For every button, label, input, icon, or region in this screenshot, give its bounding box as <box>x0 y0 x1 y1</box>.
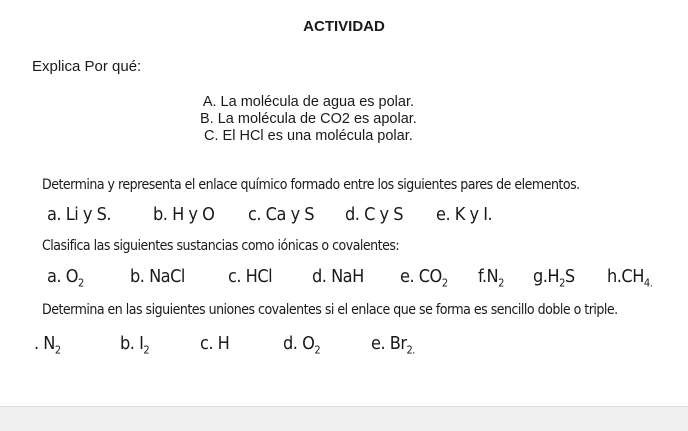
section3-instruction: Determina en las siguientes uniones covalentes si el enlace que se forma es sencillo doble o triple. <box>42 302 618 318</box>
question-a: A. La molécula de agua es polar. <box>202 94 415 110</box>
list-item: d. NaH <box>312 266 364 287</box>
list-item: c. Ca y S <box>248 204 315 225</box>
question-c: C. El HCl es una molécula polar. <box>204 128 413 144</box>
question-b: B. La molécula de CO2 es apolar. <box>200 111 417 127</box>
section1-instruction: Determina y representa el enlace químico formado entre los siguientes pares de elementos. <box>42 177 580 193</box>
list-item: b. NaCl <box>130 266 185 287</box>
question-list <box>200 94 417 145</box>
list-item: $h.CH_{4.}$ <box>607 266 653 290</box>
activity-title: ACTIVIDAD <box>303 18 385 35</box>
section2-instruction: Clasifica las siguientes sustancias como iónicas o covalentes: <box>42 238 400 254</box>
page-footer-bar <box>0 406 688 431</box>
list-item: e. $CO_2$ <box>400 266 448 290</box>
explain-prompt: Explica Por qué: <box>32 58 142 75</box>
section2-items <box>0 266 688 292</box>
section1-items <box>0 204 688 228</box>
list-item: e. $Br_{2.}$ <box>371 333 415 357</box>
list-item: a. Li y S. <box>47 204 112 225</box>
list-item: . $N_2$ <box>34 333 61 357</box>
list-item: a. $O_2$ <box>47 266 84 290</box>
list-item: b. H y O <box>153 204 215 225</box>
section3-items <box>0 333 688 359</box>
list-item: c. H <box>200 333 230 354</box>
list-item: b. $I_2$ <box>120 333 150 357</box>
list-item: e. K y I. <box>436 204 493 225</box>
list-item: $g.H_2S$ <box>533 266 575 290</box>
list-item: d. $O_2$ <box>283 333 321 357</box>
list-item: d. C y S <box>345 204 404 225</box>
list-item: c. HCl <box>228 266 273 287</box>
list-item: $f.N_2$ <box>478 266 504 290</box>
